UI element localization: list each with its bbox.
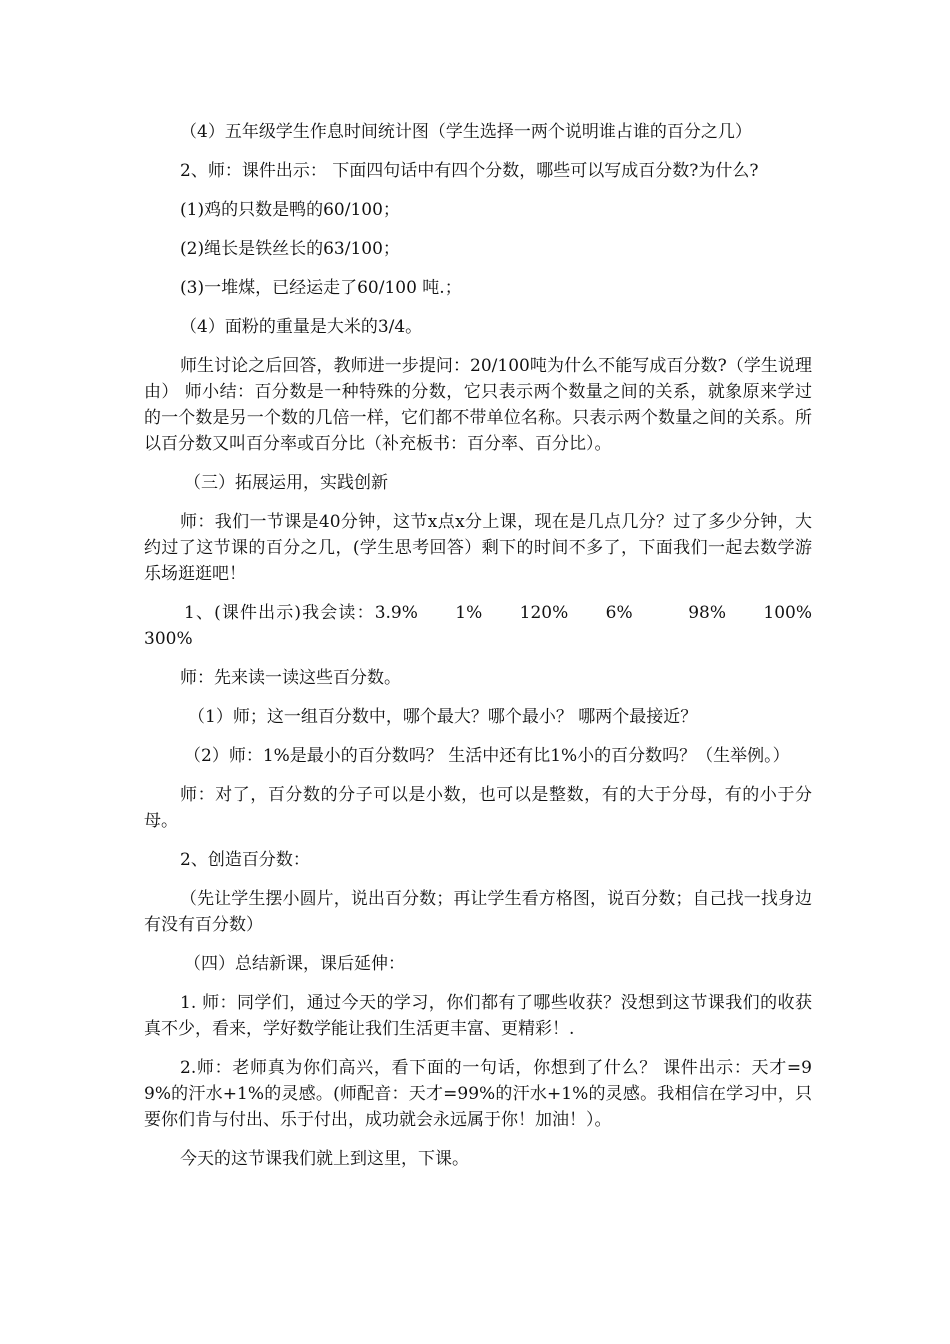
paragraph-summary-2: 2.师：老师真为你们高兴，看下面的一句话，你想到了什么？ 课件出示：天才=99%的汗水+1%的灵感。(师配音：天才=99%的汗水+1%的灵感。我相信在学习中，只要你们肯与付出、乐于付出，成功就会永远属于你！加油！）。 [144, 1058, 812, 1130]
paragraph-create-activity: （先让学生摆小圆片，说出百分数；再让学生看方格图，说百分数；自己找一找身边有没有百分数） [144, 889, 812, 935]
paragraph-read-percentages: 1、(课件出示)我会读：3.9% 1% 120% 6% 98% 100% 300% [144, 603, 846, 649]
paragraph-courseware-question: 2、师：课件出示： 下面四句话中有四个分数，哪些可以写成百分数?为什么? [180, 161, 759, 181]
paragraph-item-4: （4）面粉的重量是大米的3/4。 [180, 317, 423, 337]
document-body [144, 119, 846, 1185]
paragraph-item-1: (1)鸡的只数是鸭的60/100； [180, 200, 400, 220]
paragraph-item-3: (3)一堆煤，已经运走了60/100 吨.； [180, 278, 462, 298]
paragraph-item-2: (2)绳长是铁丝长的63/100； [180, 239, 400, 259]
paragraph-class-time: 师：我们一节课是40分钟，这节x点x分上课，现在是几点几分？过了多少分钟，大约过了这节课的百分之几，(学生思考回答）剩下的时间不多了，下面我们一起去数学游乐场逛逛吧！ [144, 512, 812, 584]
paragraph-closing: 今天的这节课我们就上到这里，下课。 [180, 1149, 469, 1169]
paragraph-numerator-note: 师：对了，百分数的分子可以是小数，也可以是整数，有的大于分母，有的小于分母。 [144, 785, 812, 831]
paragraph-summary-1: 1. 师：同学们，通过今天的学习，你们都有了哪些收获？没想到这节课我们的收获真不少，看来，学好数学能让我们生活更丰富、更精彩！. [144, 993, 812, 1039]
paragraph-create-percent: 2、创造百分数： [180, 850, 310, 870]
paragraph-statistics-chart: （4）五年级学生作息时间统计图（学生选择一两个说明谁占谁的百分之几） [180, 122, 752, 142]
paragraph-question-1: （1）师；这一组百分数中，哪个最大？哪个最小？ 哪两个最接近？ [188, 707, 698, 727]
paragraph-read-first: 师：先来读一读这些百分数。 [180, 668, 401, 688]
section-heading-3: （三）拓展运用，实践创新 [184, 473, 388, 493]
paragraph-teacher-summary: 师生讨论之后回答，教师进一步提问：20/100吨为什么不能写成百分数?（学生说理由） 师小结：百分数是一种特殊的分数，它只表示两个数量之间的关系，就象原来学过的一个数是另一个数的几倍一样，它们都不带单位名称。只表示两个数量之间的关系。所以百分数又叫百分率或百分比（补充板书：百分率、百分比）。 [144, 356, 812, 454]
paragraph-question-2: （2）师：1%是最小的百分数吗？ 生活中还有比1%小的百分数吗？（生举例。） [184, 746, 790, 766]
section-heading-4: （四）总结新课，课后延伸： [184, 954, 405, 974]
